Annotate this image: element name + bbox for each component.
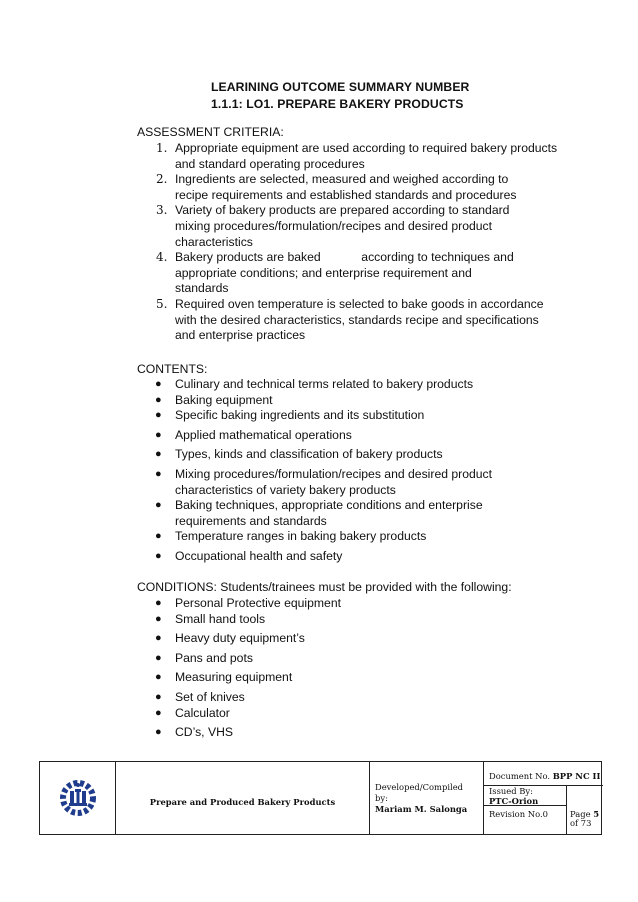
bullet-item-text: Culinary and technical terms related to bakery products xyxy=(175,377,474,391)
bullet-item xyxy=(137,529,577,545)
assessment-item-line: Variety of bakery products are prepared according to standard xyxy=(175,203,510,218)
bullet-item-text: Baking equipment xyxy=(175,392,273,407)
footer-divider xyxy=(566,785,567,834)
document-number xyxy=(489,771,600,782)
item-number: 1. xyxy=(156,141,168,155)
bullet-icon: ● xyxy=(155,393,162,406)
bullet-icon: ● xyxy=(155,378,162,390)
assessment-item-line: characteristics xyxy=(175,234,253,249)
footer-logo-cell xyxy=(40,762,116,834)
developed-by-label: Developed/Compiled by: xyxy=(375,782,464,803)
bullet-item-text: Types, kinds and classification of bakery products xyxy=(175,447,443,462)
bullet-item-text: requirements and standards xyxy=(175,513,327,528)
assessment-item-line: Ingredients are selected, measured and weighed according to xyxy=(175,172,509,187)
bullet-item xyxy=(137,408,577,424)
bullet-icon: ● xyxy=(155,612,162,625)
bullet-item xyxy=(137,377,577,393)
tesda-logo-icon xyxy=(55,774,101,822)
bullet-item xyxy=(137,428,577,444)
bullet-item xyxy=(137,706,577,722)
bullet-item-text: Measuring equipment xyxy=(175,670,293,685)
bullet-item xyxy=(137,725,577,741)
contents-heading: CONTENTS: xyxy=(137,362,208,376)
assessment-item xyxy=(137,297,577,344)
bullet-item xyxy=(137,670,577,686)
bullet-item xyxy=(137,651,577,667)
title-line-1: LEARINING OUTCOME SUMMARY NUMBER xyxy=(211,80,470,94)
bullet-item xyxy=(137,447,577,463)
bullet-icon: ● xyxy=(155,651,162,664)
item-number: 4. xyxy=(156,250,168,265)
bullet-item-text: Calculator xyxy=(175,705,230,720)
bullet-item-text: Set of knives xyxy=(175,689,245,704)
assessment-item-line: and standard operating procedures xyxy=(175,156,365,171)
footer-developer-cell xyxy=(370,762,484,834)
footer-title: Prepare and Produced Bakery Products xyxy=(149,797,336,807)
issued-by-label: Issued By: xyxy=(489,786,533,796)
bullet-icon: ● xyxy=(155,467,162,480)
conditions-heading: CONDITIONS: Students/trainees must be provided with the following: xyxy=(137,580,512,594)
bullet-icon: ● xyxy=(155,409,162,422)
item-number: 2. xyxy=(156,172,168,187)
bullet-item xyxy=(137,690,577,706)
page-total: of 73 xyxy=(570,818,592,828)
assessment-item-line: standards xyxy=(175,281,229,296)
bullet-item-text: CD’s, VHS xyxy=(175,725,234,740)
document-footer xyxy=(39,761,602,835)
bullet-item-text: Mixing procedures/formulation/recipes and desired product xyxy=(175,466,493,481)
assessment-heading: ASSESSMENT CRITERIA: xyxy=(137,125,284,139)
bullet-item-text: Personal Protective equipment xyxy=(175,596,341,610)
contents-list xyxy=(137,377,577,565)
bullet-item xyxy=(137,467,577,498)
bullet-item xyxy=(137,393,577,409)
assessment-item-line: appropriate conditions; and enterprise requirement and xyxy=(175,265,472,280)
bullet-icon: ● xyxy=(155,671,162,684)
bullet-item-text: Pans and pots xyxy=(175,650,253,665)
item-number: 5. xyxy=(156,296,168,311)
bullet-item xyxy=(137,631,577,647)
assessment-list xyxy=(137,141,577,344)
page-label: Page xyxy=(570,809,591,819)
bullet-icon: ● xyxy=(155,499,162,512)
page-number-value: 5 xyxy=(593,809,600,819)
bullet-icon: ● xyxy=(155,549,162,562)
bullet-icon: ● xyxy=(155,726,162,739)
bullet-item-text: Temperature ranges in baking bakery products xyxy=(175,529,427,544)
bullet-icon: ● xyxy=(155,448,162,461)
conditions-list xyxy=(137,596,577,741)
bullet-item-text: Applied mathematical operations xyxy=(175,427,352,442)
bullet-icon: ● xyxy=(155,530,162,543)
bullet-item-text: Baking techniques, appropriate conditions and enterprise xyxy=(175,498,483,513)
footer-divider xyxy=(484,805,567,806)
assessment-item-line: Bakery products are baked according to techniques and xyxy=(175,250,514,265)
footer-title-cell xyxy=(116,762,370,834)
bullet-item xyxy=(137,596,577,612)
assessment-item-line: and enterprise practices xyxy=(175,328,306,343)
developer-name: Mariam M. Salonga xyxy=(375,804,468,814)
bullet-item xyxy=(137,498,577,529)
bullet-icon: ● xyxy=(155,690,162,703)
bullet-item xyxy=(137,612,577,628)
bullet-icon: ● xyxy=(155,706,162,719)
document-number-label: Document No. xyxy=(489,771,551,781)
assessment-item xyxy=(137,250,577,297)
assessment-item-line: mixing procedures/formulation/recipes and desired product xyxy=(175,218,493,233)
bullet-item-text: Small hand tools xyxy=(175,611,266,626)
assessment-item xyxy=(137,172,577,203)
bullet-item-text: Specific baking ingredients and its substitution xyxy=(175,408,425,423)
assessment-item-line: recipe requirements and established standards and procedures xyxy=(175,187,517,202)
bullet-item-text: Heavy duty equipment’s xyxy=(175,631,305,646)
issued-by-value: PTC-Orion xyxy=(489,796,539,806)
item-number: 3. xyxy=(156,203,168,218)
bullet-item xyxy=(137,549,577,565)
assessment-item xyxy=(137,203,577,250)
bullet-icon: ● xyxy=(155,428,162,441)
assessment-item-line: Required oven temperature is selected to bake goods in accordance xyxy=(175,296,544,311)
document-number-value: BPP NC II xyxy=(552,771,601,781)
revision-number: Revision No.0 xyxy=(489,809,548,819)
assessment-item-line: with the desired characteristics, standards recipe and specifications xyxy=(175,312,539,327)
assessment-item xyxy=(137,141,577,172)
bullet-icon: ● xyxy=(155,597,162,609)
bullet-item-text: Occupational health and safety xyxy=(175,548,343,563)
bullet-icon: ● xyxy=(155,632,162,645)
assessment-item-line: Appropriate equipment are used according to required bakery products xyxy=(175,141,558,155)
footer-document-cell xyxy=(484,762,603,834)
bullet-item-text: characteristics of variety bakery products xyxy=(175,482,396,497)
page-title xyxy=(211,79,571,113)
title-line-2: 1.1.1: LO1. PREPARE BAKERY PRODUCTS xyxy=(211,97,464,111)
